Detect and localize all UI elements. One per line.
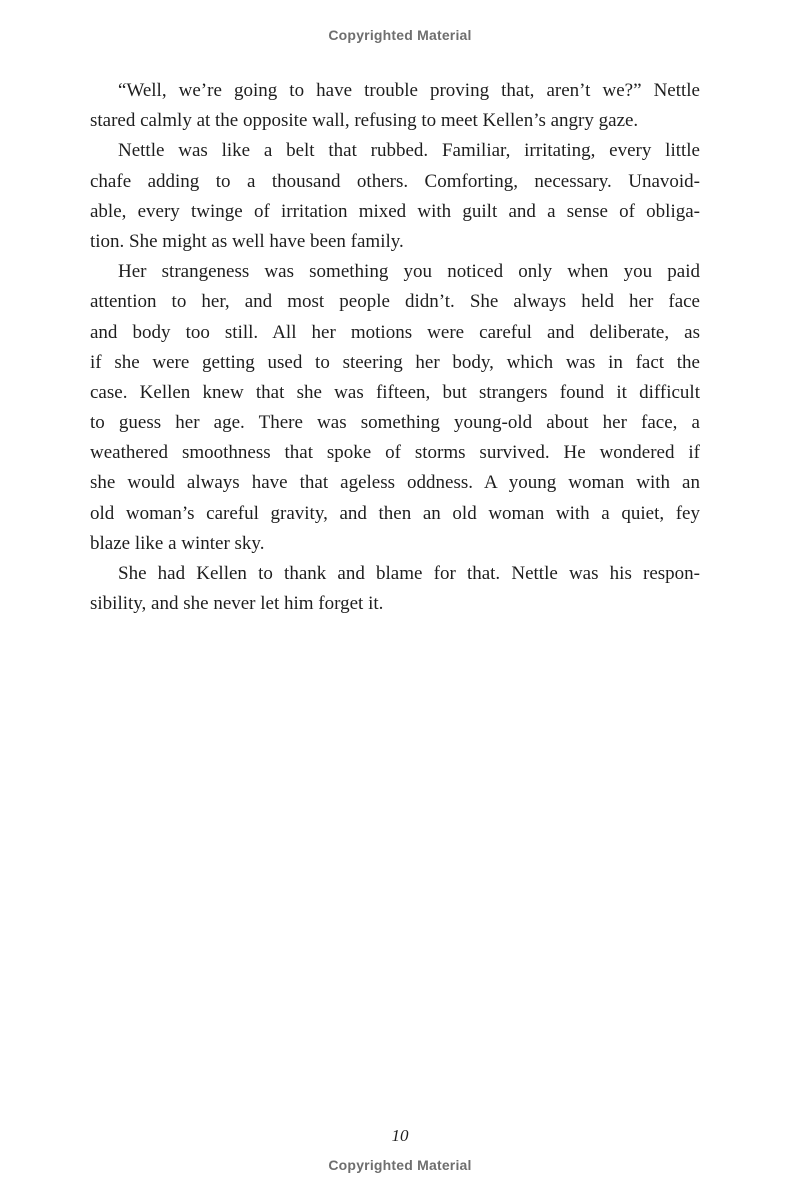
- text-line: case. Kellen knew that she was fifteen, but strangers found it difficult: [90, 381, 700, 403]
- text-line: to guess her age. There was something young-old about her face, a: [90, 412, 700, 434]
- text-line: attention to her, and most people didn’t. She always held her face: [90, 291, 700, 313]
- text-line: if she were getting used to steering her body, which was in fact the: [90, 351, 700, 373]
- text-line: old woman’s careful gravity, and then an old woman with a quiet, fey: [90, 502, 700, 524]
- text-line: and body too still. All her motions were careful and deliberate, as: [90, 321, 700, 343]
- text-line: sibility, and she never let him forget it.: [90, 593, 384, 615]
- text-line: able, every twinge of irritation mixed with guilt and a sense of obliga-: [90, 200, 700, 222]
- text-line: chafe adding to a thousand others. Comforting, necessary. Unavoid-: [90, 170, 700, 192]
- text-line: she would always have that ageless oddness. A young woman with an: [90, 472, 700, 494]
- text-line: She had Kellen to thank and blame for that. Nettle was his respon-: [118, 563, 700, 584]
- text-line: weathered smoothness that spoke of storms survived. He wondered if: [90, 442, 700, 464]
- copyright-watermark-bottom: Copyrighted Material: [328, 1157, 472, 1173]
- text-line: stared calmly at the opposite wall, refusing to meet Kellen’s angry gaze.: [90, 110, 639, 132]
- page-number: 10: [391, 1126, 409, 1145]
- text-line: tion. She might as well have been family.: [90, 230, 404, 252]
- body-text: [90, 76, 700, 619]
- copyright-watermark-top: Copyrighted Material: [328, 27, 472, 43]
- text-line: Her strangeness was something you noticed only when you paid: [118, 261, 700, 283]
- text-line: Nettle was like a belt that rubbed. Familiar, irritating, every little: [118, 140, 700, 162]
- text-line: blaze like a winter sky.: [90, 532, 265, 554]
- text-line: “Well, we’re going to have trouble proving that, aren’t we?” Nettle: [118, 80, 700, 101]
